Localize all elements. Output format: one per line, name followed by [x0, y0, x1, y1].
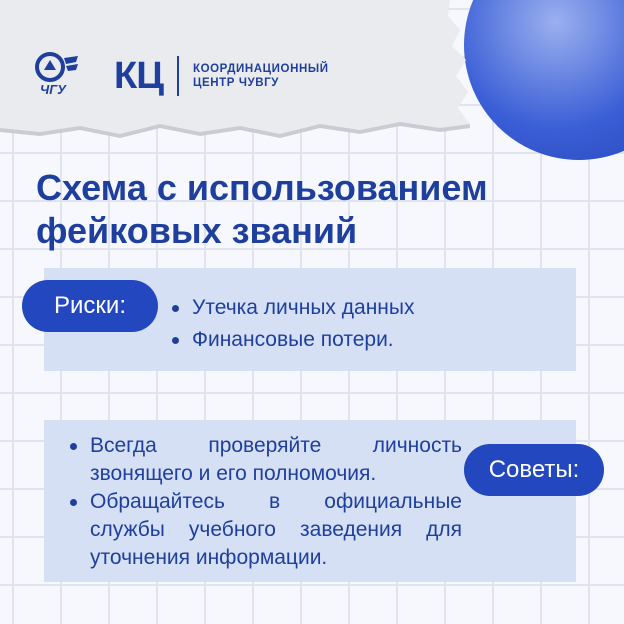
cgu-logo — [34, 52, 92, 100]
tip-item: Всегда проверяйте личность звонящего и его полномочия. — [66, 432, 462, 488]
cgu-logo-text: ЧГУ — [40, 82, 66, 97]
tips-label-badge: Советы: — [464, 444, 604, 496]
logo-divider — [177, 56, 179, 96]
tips-list — [66, 432, 462, 572]
center-name-line1: КООРДИНАЦИОННЫЙ — [192, 63, 329, 75]
risk-item: Финансовые потери. — [168, 324, 414, 356]
risks-list — [168, 292, 414, 356]
page-title-line1: Схема с использованием — [36, 167, 488, 208]
risk-item: Утечка личных данных — [168, 292, 414, 324]
page-title — [36, 166, 576, 252]
tip-item: Обращайтесь в официальные службы учебного заведения для уточнения информации. — [66, 488, 462, 572]
page-title-line2: фейковых званий — [36, 210, 358, 251]
header-logos — [34, 52, 329, 100]
center-name-line2: ЦЕНТР ЧУВГУ — [192, 77, 280, 89]
center-name — [193, 62, 329, 90]
globe-icon — [34, 52, 92, 84]
risks-label-badge: Риски: — [22, 280, 158, 332]
kc-logo-text: КЦ — [114, 54, 163, 97]
